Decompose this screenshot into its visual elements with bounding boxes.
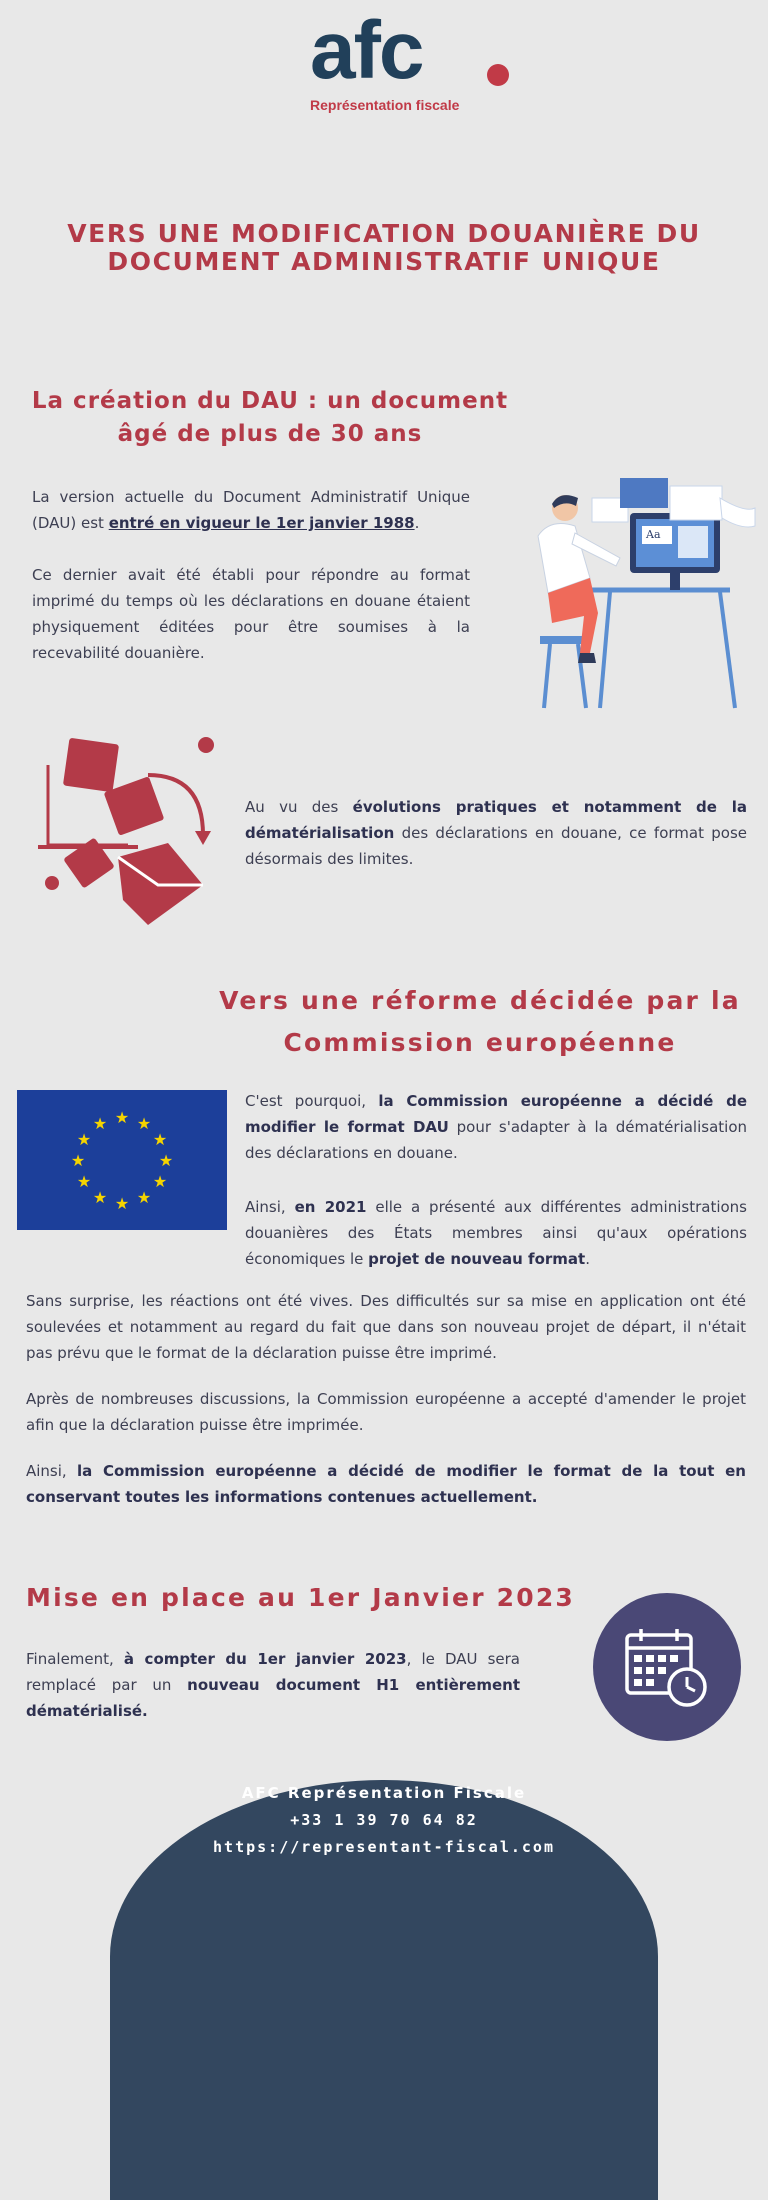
highlight-date: entré en vigueur le 1er janvier 1988: [108, 514, 415, 532]
footer-phone[interactable]: +33 1 39 70 64 82: [290, 1811, 478, 1829]
svg-text:★: ★: [114, 1194, 130, 1213]
svg-text:★: ★: [92, 1114, 108, 1133]
paragraph-2021-project: Ainsi, en 2021 elle a présenté aux différentes administrations douanières des États membres ainsi qu'aux opérations économiques le projet de nouveau format.: [245, 1198, 747, 1268]
section-title-dau-creation: La création du DAU : un document âgé de plus de 30 ans: [31, 388, 509, 447]
svg-text:★: ★: [136, 1114, 152, 1133]
section-title-reform: Vers une réforme décidée par la Commission européenne: [219, 986, 741, 1057]
footer-company: AFC Représentation Fiscale: [241, 1784, 527, 1802]
paragraph-amendment: Après de nombreuses discussions, la Commission européenne a accepté d'amender le projet afin que la déclaration puisse être imprimée.: [26, 1390, 746, 1434]
paragraph-reactions: Sans surprise, les réactions ont été vives. Des difficultés sur sa mise en application ont été soulevées et notamment au regard du fait que dans son nouveau projet de départ, il n'était pas prévu que le format de la déclaration puisse être imprimé.: [26, 1292, 746, 1362]
logo-wordmark: afc: [310, 5, 423, 96]
footer-website-link[interactable]: https://representant-fiscal.com: [213, 1838, 555, 1856]
paragraph-dau-version: La version actuelle du Document Administratif Unique (DAU) est entré en vigueur le 1er janvier 1988.: [32, 488, 470, 532]
section-title-implementation: Mise en place au 1er Janvier 2023: [26, 1583, 576, 1612]
page-title: VERS UNE MODIFICATION DOUANIÈRE DU DOCUMENT ADMINISTRATIF UNIQUE: [67, 219, 701, 276]
svg-text:★: ★: [152, 1172, 168, 1191]
paragraph-commission-decision: C'est pourquoi, la Commission européenne a décidé de modifier le format DAU pour s'adapter à la dématérialisation des déclarations en douane.: [245, 1092, 748, 1162]
svg-text:★: ★: [158, 1151, 174, 1170]
paragraph-dau-format: Ce dernier avait été établi pour répondre au format imprimé du temps où les déclarations en douane étaient physiquement éditées pour être soumises à la recevabilité douanière.: [32, 566, 470, 662]
svg-text:★: ★: [70, 1151, 86, 1170]
logo-dot: [487, 64, 509, 86]
svg-text:★: ★: [76, 1130, 92, 1149]
svg-text:Aa: Aa: [646, 528, 661, 541]
svg-text:★: ★: [152, 1130, 168, 1149]
calendar-clock-icon: [593, 1593, 741, 1741]
svg-text:★: ★: [136, 1188, 152, 1207]
svg-text:★: ★: [114, 1108, 130, 1127]
svg-text:★: ★: [92, 1188, 108, 1207]
svg-text:★: ★: [76, 1172, 92, 1191]
paragraph-dematerialisation: Au vu des évolutions pratiques et notamment de la dématérialisation des déclarations en douane, ce format pose désormais des limites.: [245, 798, 747, 868]
logo-subtitle: Représentation fiscale: [310, 97, 460, 113]
eu-flag-icon: [17, 1090, 227, 1230]
paragraph-format-change: Ainsi, la Commission européenne a décidé de modifier le format de la tout en conservant toutes les informations contenues actuellement.: [26, 1462, 746, 1506]
person-at-computer-illustration: [520, 478, 760, 710]
digital-documents-illustration: [38, 735, 228, 930]
paragraph-h1-document: Finalement, à compter du 1er janvier 2023, le DAU sera remplacé par un nouveau document H1 entièrement dématérialisé.: [26, 1650, 520, 1720]
